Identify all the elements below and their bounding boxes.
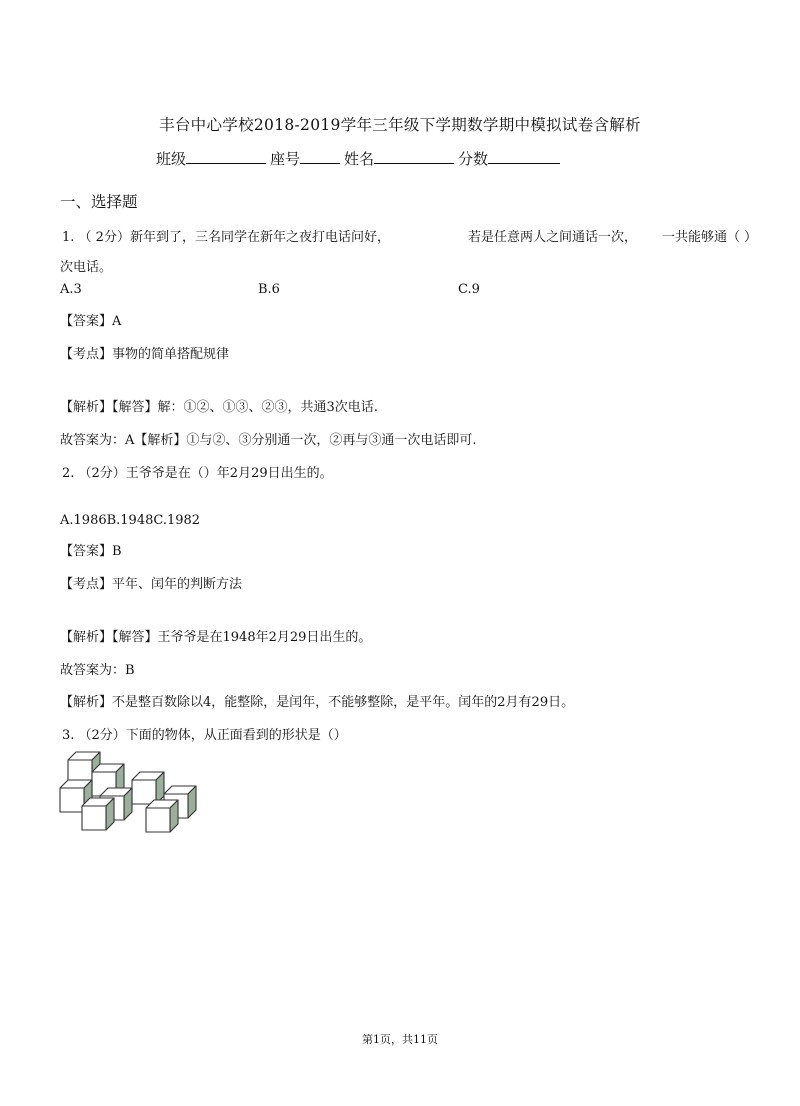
q1-jiexi: 【解析】【解答】解：①②、①③、②③，共通3次电话. [60, 400, 378, 415]
q3-cube-figure [54, 744, 199, 839]
seat-label: 座号 [270, 150, 301, 168]
q2-jiexi2: 【解析】不是整百数除以4，能整除，是闰年，不能够整除，是平年。闰年的2月有29日。 [60, 695, 575, 710]
page-title: 丰台中心学校2018-2019学年三年级下学期数学期中模拟试卷含解析 [159, 116, 641, 134]
name-blank [374, 149, 454, 164]
q2-conclusion: 故答案为：B [60, 663, 135, 678]
q2-options: A.1986B.1948C.1982 [60, 513, 201, 528]
section-heading: 一、选择题 [60, 193, 138, 211]
q1-conclusion: 故答案为：A【解析】①与②、③分别通一次，②再与③通一次电话即可. [60, 433, 477, 448]
q1-kaodian: 【考点】事物的简单搭配规律 [60, 347, 230, 362]
q1-option-c: C.9 [458, 282, 480, 297]
q3-stem: 3. （2分）下面的物体，从正面看到的形状是（） [62, 728, 347, 743]
cube-back-right [132, 772, 164, 804]
q2-jiexi: 【解析】【解答】王爷爷是在1948年2月29日出生的。 [60, 630, 372, 645]
q1-options [60, 282, 760, 302]
q1-stem-part1: 1. （ 2分）新年到了，三名同学在新年之夜打电话问好， [62, 230, 390, 245]
q2-kaodian: 【考点】平年、闰年的判断方法 [60, 577, 243, 592]
name-label: 姓名 [344, 150, 375, 168]
q1-stem-part2: 若是任意两人之间通话一次， [468, 230, 638, 245]
q1-option-b: B.6 [258, 282, 280, 297]
score-label: 分数 [458, 150, 489, 168]
q2-answer: 【答案】B [60, 544, 122, 559]
q1-answer: 【答案】A [60, 314, 122, 329]
q1-stem-part3: 一共能够通（ ） [662, 230, 758, 245]
seat-blank [300, 149, 340, 164]
q1-option-a: A.3 [60, 282, 82, 297]
score-blank [488, 149, 560, 164]
cube-front-left [82, 798, 114, 830]
q2-stem: 2. （2分）王爷爷是在（）年2月29日出生的。 [62, 466, 333, 481]
class-label: 班级 [156, 150, 187, 168]
cube-front-right [146, 800, 178, 832]
student-info-row [156, 148, 564, 169]
class-blank [186, 149, 266, 164]
q1-stem-line2: 次电话。 [60, 260, 113, 275]
page-number: 第1页，共11页 [362, 1033, 438, 1046]
